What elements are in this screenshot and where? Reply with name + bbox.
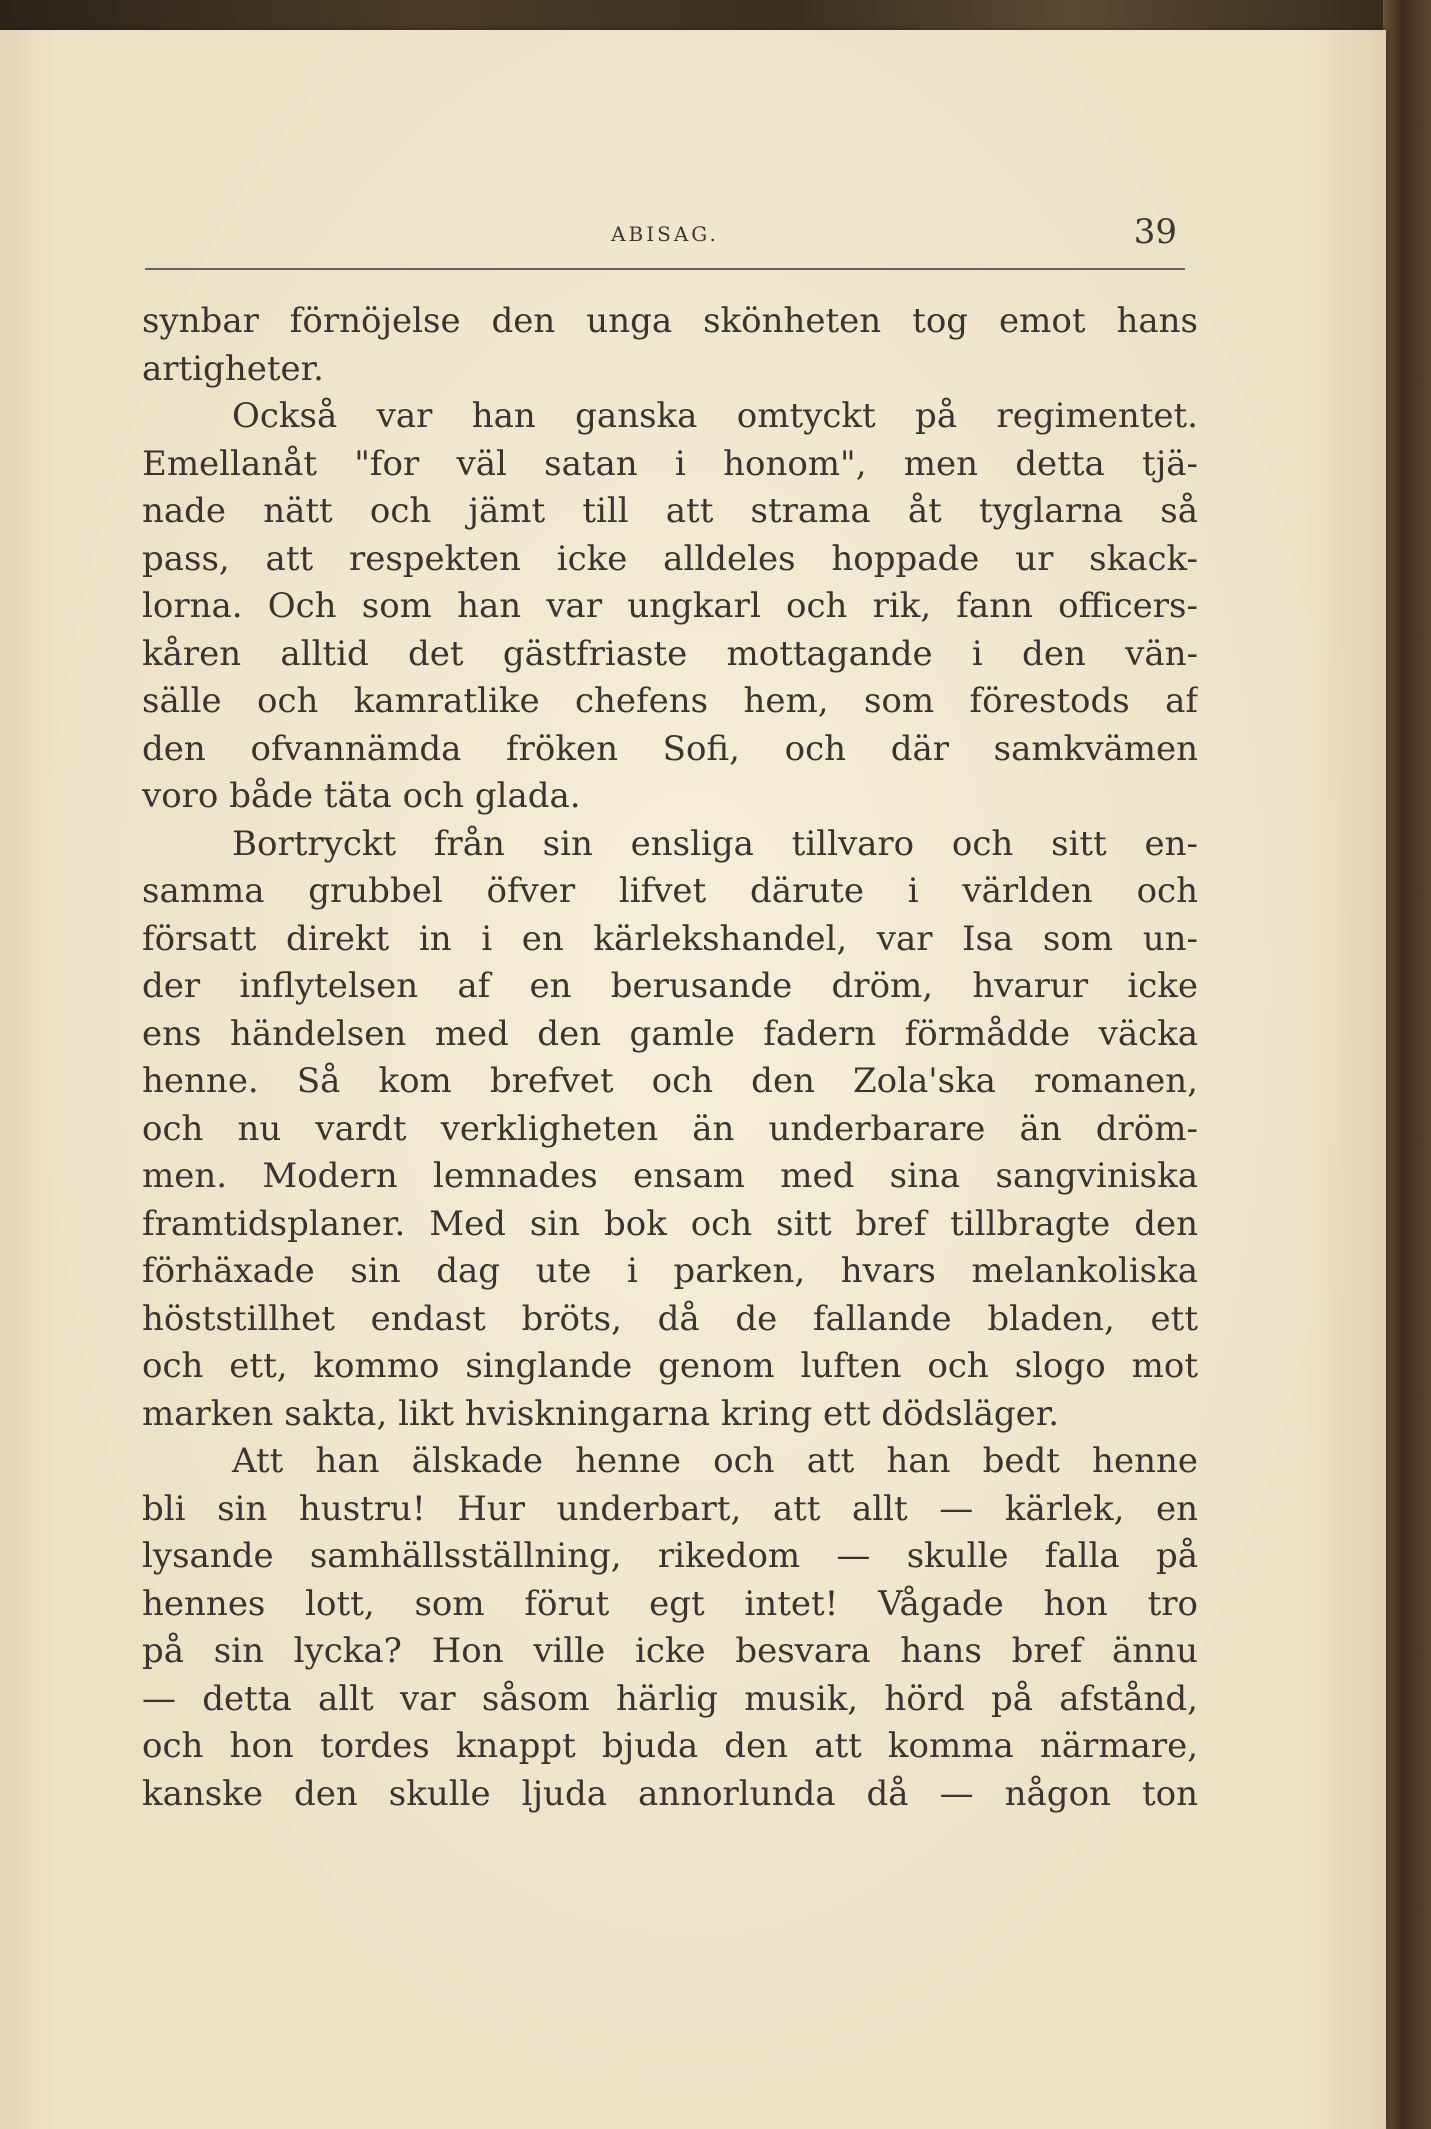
text-line: nade nätt och jämt till att strama åt tyglarna så: [142, 491, 1198, 531]
text-line: och ett, kommo singlande genom luften och slogo mot: [142, 1346, 1198, 1386]
body-text: [142, 298, 1198, 1818]
text-line: den ofvannämda fröken Sofi, och där samkvämen: [142, 728, 1198, 769]
text-line: henne. Så kom brefvet och den Zola'ska romanen,: [142, 1061, 1198, 1101]
page-number: 39: [1133, 212, 1177, 252]
text-line: voro både täta och glada.: [142, 776, 581, 816]
text-line: på sin lycka? Hon ville icke besvara hans bref ännu: [142, 1631, 1198, 1671]
text-line: Också var han ganska omtyckt på regimentet.: [232, 396, 1198, 436]
running-title: ABISAG.: [611, 222, 719, 246]
book-page: [0, 30, 1386, 2129]
text-line: förhäxade sin dag ute i parken, hvars melankoliska: [142, 1251, 1198, 1291]
text-line: försatt direkt in i en kärlekshandel, var Isa som un-: [142, 918, 1198, 959]
text-line: hennes lott, som förut egt intet! Vågade hon tro: [142, 1583, 1198, 1624]
text-line: samma grubbel öfver lifvet därute i världen och: [142, 871, 1198, 911]
text-line: synbar förnöjelse den unga skönheten tog emot hans: [142, 301, 1198, 341]
text-line: der inflytelsen af en berusande dröm, hvarur icke: [142, 966, 1198, 1006]
text-line: lorna. Och som han var ungkarl och rik, fann officers-: [142, 586, 1198, 626]
text-line: och nu vardt verkligheten än underbarare än dröm-: [142, 1108, 1198, 1149]
text-line: — detta allt var såsom härlig musik, hörd på afstånd,: [142, 1678, 1198, 1719]
text-line: marken sakta, likt hviskningarna kring ett dödsläger.: [142, 1393, 1060, 1434]
text-line: kanske den skulle ljuda annorlunda då — någon ton: [142, 1773, 1198, 1814]
book-spine-edge: [1383, 0, 1431, 2129]
text-line: pass, att respekten icke alldeles hoppade ur skack-: [142, 538, 1198, 579]
text-line: och hon tordes knappt bjuda den att komma närmare,: [142, 1726, 1198, 1766]
text-line: artigheter.: [142, 348, 324, 389]
text-line: ens händelsen med den gamle fadern förmådde väcka: [142, 1013, 1198, 1054]
text-line: sälle och kamratlike chefens hem, som förestods af: [142, 681, 1198, 721]
text-line: Bortryckt från sin ensliga tillvaro och sitt en-: [232, 823, 1198, 864]
text-line: lysande samhällsställning, rikedom — skulle falla på: [142, 1536, 1198, 1576]
text-line: Emellanåt "for väl satan i honom", men detta tjä-: [142, 443, 1198, 484]
text-line: framtidsplaner. Med sin bok och sitt bref tillbragte den: [142, 1203, 1198, 1244]
text-line: bli sin hustru! Hur underbart, att allt — kärlek, en: [142, 1488, 1198, 1529]
text-line: kåren alltid det gästfriaste mottagande i den vän-: [142, 633, 1198, 674]
text-line: men. Modern lemnades ensam med sina sangviniska: [142, 1156, 1198, 1196]
text-line: höststillhet endast bröts, då de fallande bladen, ett: [142, 1298, 1198, 1339]
text-line: Att han älskade henne och att han bedt henne: [232, 1441, 1198, 1481]
running-head: [145, 198, 1185, 270]
